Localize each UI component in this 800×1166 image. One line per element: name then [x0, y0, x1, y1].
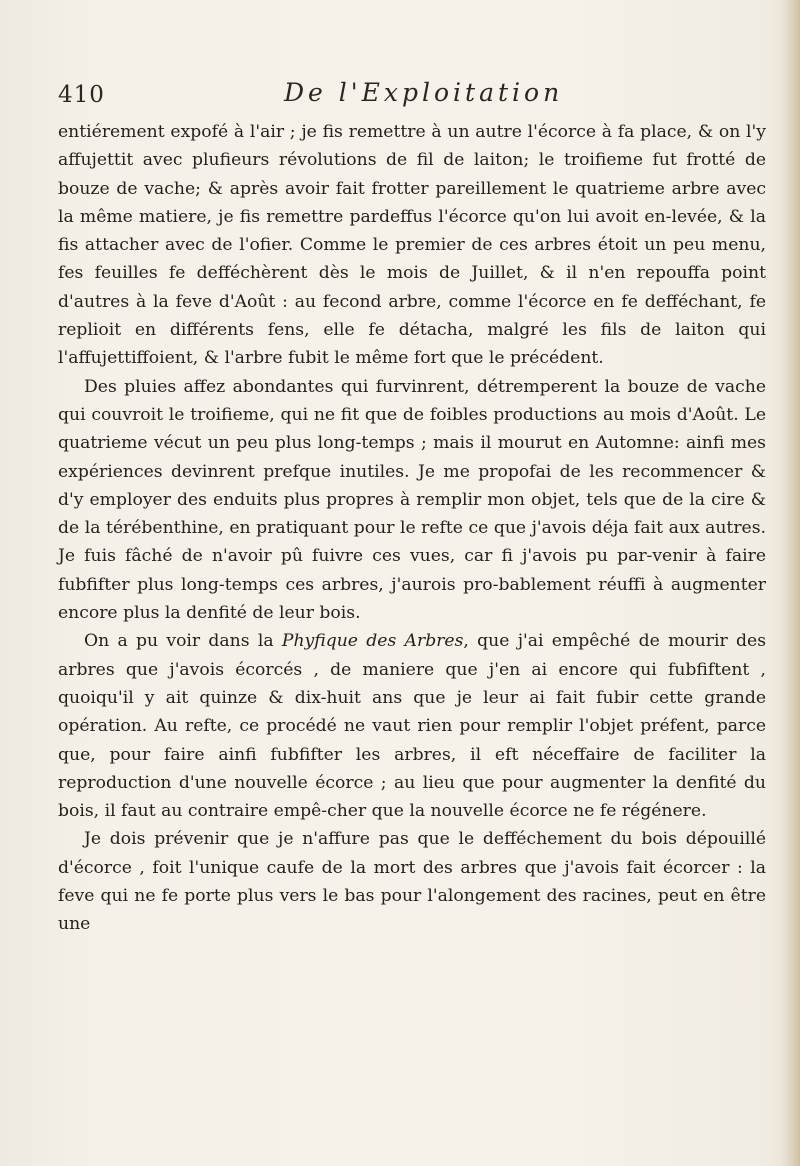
page-edge-shadow: [782, 0, 800, 1166]
running-head: De l'Exploitation: [284, 78, 564, 107]
paragraph-4: Je dois prévenir que je n'affure pas que le defféchement du bois dépouillé d'écorce , foit l'unique caufe de la mort des arbres que j'avois fait écorcer : la feve qui ne fe porte plus vers le bas pour l'alongement des racines, peut en être une: [58, 829, 766, 935]
page-header: [58, 78, 758, 118]
paragraph-1: entiérement expofé à l'air ; je fis remettre à un autre l'écorce à fa place, & on l'y affujettit avec plufieurs révolutions de fil de laiton; le troifieme fut frotté de bouze de vache; & après avoir fait frotter pareillement le quatrieme arbre avec la même matiere, je fis remettre pardeffus l'écorce qu'on lui avoit en-levée, & la fis attacher avec de l'ofier. Comme le premier de ces arbres étoit un peu menu, fes feuilles fe defféchèrent dès le mois de Juillet, & il n'en repouffa point d'autres à la feve d'Août : au fecond arbre, comme l'écorce en fe defféchant, fe replioit en différents fens, elle fe détacha, malgré les fils de laiton qui l'affujettiffoient, & l'arbre fubit le même fort que le précédent.: [58, 122, 766, 369]
paragraph-2: Des pluies affez abondantes qui furvinrent, détremperent la bouze de vache qui couvroit le troifieme, qui ne fit que de foibles productions au mois d'Août. Le quatrieme vécut un peu plus long-temps ; mais il mourut en Automne: ainfi mes expériences devinrent prefque inutiles. Je me propofai de les recommencer & d'y employer des enduits plus propres à remplir mon objet, tels que de la cire & de la térébenthine, en pratiquant pour le refte ce que j'avois déja fait aux autres. Je fuis fâché de n'avoir pû fuivre ces vues, car fi j'avois pu par-venir à faire fubfifter plus long-temps ces arbres, j'aurois pro-bablement réuffi à augmenter encore plus la denfité de leur bois.: [58, 376, 766, 624]
book-title-citation: Phyfique des Arbres: [281, 631, 464, 652]
page-number: 410: [58, 82, 105, 108]
paragraph-3-rest: , que j'ai empêché de mourir des arbres que j'avois écorcés , de maniere que j'en ai encore qui fubfiftent , quoiqu'il y ait quinze & dix-huit ans que je leur ai fait fubir cette grande opération. Au refte, ce procédé ne vaut rien pour remplir l'objet préfent, parce que, pour faire ainfi fubfifter les arbres, il eft néceffaire de faciliter la reproduction d'une nouvelle écorce ; au lieu que pour augmenter la denfité du bois, il faut au contraire empê-cher que la nouvelle écorce ne fe régénere.: [58, 631, 767, 822]
paragraph-3-lead: On a pu voir dans la: [84, 631, 282, 652]
paragraph-3: [58, 627, 766, 825]
body-text: [58, 118, 766, 939]
